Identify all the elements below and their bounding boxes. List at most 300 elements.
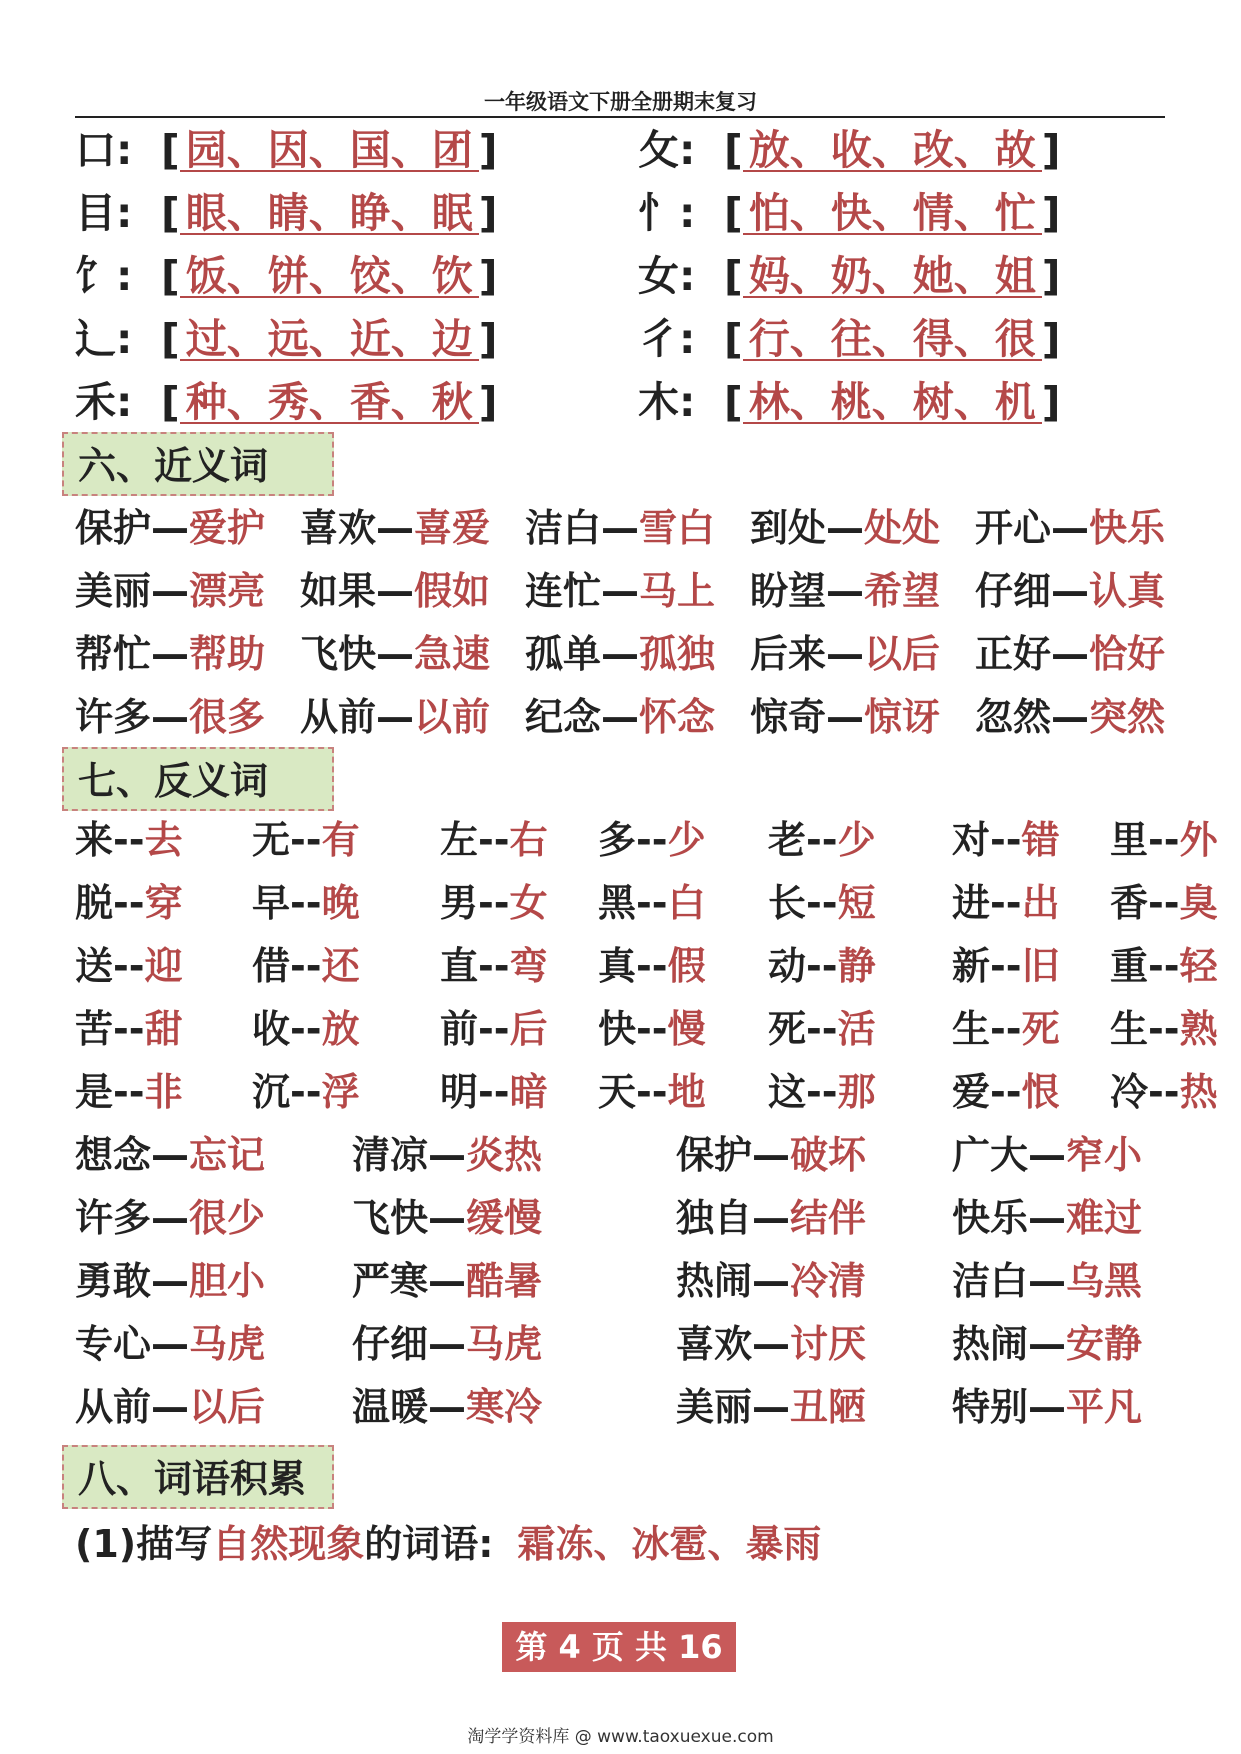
pair-word: 直	[440, 944, 479, 988]
word-pair	[352, 1253, 542, 1309]
pair-separator: —	[601, 569, 640, 613]
pair-word: 飞快	[300, 632, 377, 676]
pair-separator: --	[990, 1007, 1022, 1051]
pair-word: 生	[1110, 1007, 1149, 1051]
pair-word: 孤单	[525, 632, 602, 676]
word-pair	[598, 1064, 706, 1120]
word-pair	[252, 812, 360, 868]
pair-answer: 冷清	[790, 1259, 867, 1303]
pair-separator: —	[826, 695, 865, 739]
word-pair	[676, 1127, 866, 1183]
radical-label: 忄:	[638, 189, 696, 237]
word-pair	[300, 500, 490, 556]
word-pair	[768, 1001, 876, 1057]
pair-answer: 放	[321, 1007, 360, 1051]
word-pair	[975, 626, 1165, 682]
pair-separator: —	[376, 569, 415, 613]
pair-separator: —	[1028, 1322, 1067, 1366]
pair-word: 洁白	[952, 1259, 1029, 1303]
word-pair	[75, 1190, 265, 1246]
pair-separator: —	[376, 695, 415, 739]
pair-answer: 讨厌	[790, 1322, 867, 1366]
pair-separator: --	[478, 881, 510, 925]
accumulation-items: 霜冻、冰雹、暴雨	[517, 1522, 822, 1566]
pair-separator: —	[428, 1259, 467, 1303]
pair-word: 想念	[75, 1133, 152, 1177]
word-pair	[952, 1064, 1060, 1120]
pair-word: 早	[252, 881, 291, 925]
bracket-close: ]	[478, 315, 498, 363]
bracket-close: ]	[1041, 378, 1061, 426]
word-pair	[440, 875, 548, 931]
pair-answer: 晚	[321, 881, 360, 925]
pair-answer: 暗	[509, 1070, 548, 1114]
word-pair	[300, 626, 490, 682]
pair-word: 热闹	[676, 1259, 753, 1303]
word-pair	[75, 1253, 265, 1309]
word-pair	[768, 875, 876, 931]
word-pair	[352, 1379, 542, 1435]
word-pair	[352, 1190, 542, 1246]
radical-chars: 园、因、国、团	[180, 130, 479, 172]
pair-answer: 雪白	[639, 506, 716, 550]
pair-word: 多	[598, 818, 637, 862]
radical-label: 辶:	[75, 315, 133, 363]
pair-word: 真	[598, 944, 637, 988]
pair-answer: 平凡	[1066, 1385, 1143, 1429]
pair-separator: --	[290, 944, 322, 988]
word-pair	[75, 938, 183, 994]
pair-answer: 希望	[864, 569, 941, 613]
pair-separator: --	[636, 944, 668, 988]
pair-word: 脱	[75, 881, 114, 925]
word-pair	[598, 875, 706, 931]
pair-answer: 热	[1179, 1070, 1218, 1114]
radical-chars: 怕、快、情、忙	[743, 193, 1042, 235]
pair-word: 长	[768, 881, 807, 925]
pair-answer: 炎热	[466, 1133, 543, 1177]
radical-row	[638, 248, 1061, 304]
pair-separator: —	[151, 632, 190, 676]
word-pair	[252, 1064, 360, 1120]
pair-word: 新	[952, 944, 991, 988]
pair-word: 苦	[75, 1007, 114, 1051]
pair-answer: 缓慢	[466, 1196, 543, 1240]
bracket-open: [	[161, 189, 180, 237]
pair-word: 男	[440, 881, 479, 925]
pair-answer: 漂亮	[189, 569, 266, 613]
pair-separator: --	[478, 1070, 510, 1114]
pair-answer: 恰好	[1089, 632, 1166, 676]
pair-answer: 乌黑	[1066, 1259, 1143, 1303]
pair-word: 勇敢	[75, 1259, 152, 1303]
word-pair	[75, 1064, 183, 1120]
pair-answer: 处处	[864, 506, 941, 550]
pair-answer: 少	[667, 818, 706, 862]
pair-word: 里	[1110, 818, 1149, 862]
pair-separator: --	[113, 1070, 145, 1114]
radical-label: 饣:	[75, 252, 133, 300]
pair-word: 死	[768, 1007, 807, 1051]
pair-separator: —	[151, 1385, 190, 1429]
pair-separator: —	[1028, 1385, 1067, 1429]
radical-chars: 放、收、改、故	[743, 130, 1042, 172]
bracket-close: ]	[478, 126, 498, 174]
word-pair	[75, 563, 265, 619]
pair-answer: 安静	[1066, 1322, 1143, 1366]
word-pair	[300, 563, 490, 619]
word-pair	[252, 875, 360, 931]
pair-separator: —	[428, 1385, 467, 1429]
pair-separator: —	[1051, 506, 1090, 550]
pair-word: 热闹	[952, 1322, 1029, 1366]
radical-row	[75, 185, 498, 241]
pair-separator: --	[806, 818, 838, 862]
pair-word: 冷	[1110, 1070, 1149, 1114]
pair-answer: 很少	[189, 1196, 266, 1240]
pair-answer: 假	[667, 944, 706, 988]
section-heading-accumulation: 八、词语积累	[62, 1445, 334, 1509]
word-pair	[1110, 875, 1218, 931]
pair-answer: 有	[321, 818, 360, 862]
radical-label: 禾:	[75, 378, 133, 426]
pair-separator: --	[1148, 1070, 1180, 1114]
pair-word: 特别	[952, 1385, 1029, 1429]
pair-word: 沉	[252, 1070, 291, 1114]
word-pair	[75, 1127, 265, 1183]
pair-separator: --	[478, 818, 510, 862]
pair-word: 从前	[75, 1385, 152, 1429]
pair-word: 送	[75, 944, 114, 988]
word-pair	[676, 1379, 866, 1435]
pair-answer: 急速	[414, 632, 491, 676]
word-pair	[768, 938, 876, 994]
pair-word: 借	[252, 944, 291, 988]
pair-answer: 窄小	[1066, 1133, 1143, 1177]
pair-word: 美丽	[676, 1385, 753, 1429]
pair-answer: 熟	[1179, 1007, 1218, 1051]
pair-answer: 弯	[509, 944, 548, 988]
radical-row	[75, 248, 498, 304]
pair-answer: 帮助	[189, 632, 266, 676]
radical-chars: 妈、奶、她、姐	[743, 256, 1042, 298]
bracket-open: [	[724, 378, 743, 426]
pair-separator: --	[636, 881, 668, 925]
pair-word: 洁白	[525, 506, 602, 550]
pair-separator: —	[601, 632, 640, 676]
pair-word: 动	[768, 944, 807, 988]
word-pair	[75, 812, 183, 868]
pair-separator: --	[290, 1007, 322, 1051]
pair-word: 这	[768, 1070, 807, 1114]
pair-answer: 静	[837, 944, 876, 988]
word-pair	[952, 812, 1060, 868]
radical-chars: 行、往、得、很	[743, 319, 1042, 361]
header-divider	[75, 116, 1165, 118]
pair-separator: —	[151, 506, 190, 550]
pair-separator: --	[636, 1007, 668, 1051]
bracket-open: [	[724, 189, 743, 237]
pair-word: 香	[1110, 881, 1149, 925]
pair-answer: 穿	[144, 881, 183, 925]
pair-separator: —	[151, 1259, 190, 1303]
pair-separator: --	[990, 1070, 1022, 1114]
pair-word: 保护	[676, 1133, 753, 1177]
pair-separator: --	[806, 944, 838, 988]
accumulation-highlight: 自然现象	[212, 1522, 365, 1566]
bracket-open: [	[161, 315, 180, 363]
pair-word: 对	[952, 818, 991, 862]
bracket-close: ]	[1041, 126, 1061, 174]
bracket-open: [	[161, 252, 180, 300]
pair-answer: 喜爱	[414, 506, 491, 550]
pair-word: 老	[768, 818, 807, 862]
pair-separator: —	[752, 1385, 791, 1429]
word-pair	[75, 689, 265, 745]
word-pair	[1110, 812, 1218, 868]
pair-separator: —	[428, 1196, 467, 1240]
word-pair	[952, 1001, 1060, 1057]
pair-separator: —	[428, 1322, 467, 1366]
footer-site: 淘学学资料库 @ www.taoxuexue.com	[467, 1727, 774, 1747]
pair-separator: —	[752, 1259, 791, 1303]
pair-word: 正好	[975, 632, 1052, 676]
pair-word: 严寒	[352, 1259, 429, 1303]
radical-chars: 眼、睛、睁、眠	[180, 193, 479, 235]
pair-answer: 白	[667, 881, 706, 925]
word-pair	[525, 689, 715, 745]
pair-answer: 出	[1021, 881, 1060, 925]
pair-answer: 少	[837, 818, 876, 862]
pair-separator: —	[1028, 1133, 1067, 1177]
pair-word: 黑	[598, 881, 637, 925]
pair-answer: 女	[509, 881, 548, 925]
word-pair	[75, 875, 183, 931]
pair-word: 忽然	[975, 695, 1052, 739]
pair-answer: 快乐	[1089, 506, 1166, 550]
pair-word: 连忙	[525, 569, 602, 613]
word-pair	[352, 1316, 542, 1372]
pair-word: 许多	[75, 695, 152, 739]
pair-word: 重	[1110, 944, 1149, 988]
pair-separator: —	[826, 506, 865, 550]
bracket-close: ]	[1041, 189, 1061, 237]
pair-word: 喜欢	[300, 506, 377, 550]
pair-word: 后来	[750, 632, 827, 676]
word-pair	[1110, 1001, 1218, 1057]
pair-word: 快乐	[952, 1196, 1029, 1240]
pair-word: 快	[598, 1007, 637, 1051]
word-pair	[75, 1316, 265, 1372]
pair-answer: 去	[144, 818, 183, 862]
pair-word: 美丽	[75, 569, 152, 613]
pair-word: 广大	[952, 1133, 1029, 1177]
section-heading-synonyms: 六、近义词	[62, 432, 334, 496]
pair-separator: —	[428, 1133, 467, 1177]
pair-separator: —	[1051, 695, 1090, 739]
pair-answer: 地	[667, 1070, 706, 1114]
pair-answer: 以后	[864, 632, 941, 676]
word-pair	[440, 1064, 548, 1120]
radical-row	[638, 185, 1061, 241]
pair-answer: 甜	[144, 1007, 183, 1051]
pair-answer: 后	[509, 1007, 548, 1051]
word-pair	[75, 1379, 265, 1435]
word-pair	[952, 1253, 1142, 1309]
pair-word: 生	[952, 1007, 991, 1051]
pair-word: 许多	[75, 1196, 152, 1240]
pair-answer: 胆小	[189, 1259, 266, 1303]
radical-label: 攵:	[638, 126, 696, 174]
word-pair	[750, 500, 940, 556]
pair-word: 独自	[676, 1196, 753, 1240]
pair-separator: —	[1028, 1259, 1067, 1303]
pair-answer: 错	[1021, 818, 1060, 862]
pair-separator: —	[752, 1322, 791, 1366]
radical-chars: 饭、饼、饺、饮	[180, 256, 479, 298]
pair-word: 盼望	[750, 569, 827, 613]
pair-separator: —	[151, 569, 190, 613]
bracket-close: ]	[1041, 252, 1061, 300]
pair-word: 爱	[952, 1070, 991, 1114]
pair-word: 来	[75, 818, 114, 862]
radical-label: 目:	[75, 189, 133, 237]
radical-label: 彳:	[638, 315, 696, 363]
pair-separator: —	[826, 632, 865, 676]
pair-word: 开心	[975, 506, 1052, 550]
pair-separator: —	[376, 632, 415, 676]
pair-answer: 惊讶	[864, 695, 941, 739]
bracket-close: ]	[478, 378, 498, 426]
pair-answer: 非	[144, 1070, 183, 1114]
pair-separator: —	[151, 1133, 190, 1177]
pair-separator: --	[1148, 944, 1180, 988]
pair-separator: --	[1148, 818, 1180, 862]
word-pair	[75, 500, 265, 556]
word-pair	[676, 1253, 866, 1309]
pair-word: 仔细	[352, 1322, 429, 1366]
pair-word: 进	[952, 881, 991, 925]
word-pair	[952, 1316, 1142, 1372]
pair-answer: 结伴	[790, 1196, 867, 1240]
pair-separator: —	[151, 1322, 190, 1366]
pair-answer: 酷暑	[466, 1259, 543, 1303]
pair-separator: —	[752, 1196, 791, 1240]
radical-row	[75, 374, 498, 430]
pair-separator: --	[1148, 881, 1180, 925]
pair-word: 到处	[750, 506, 827, 550]
word-pair	[975, 500, 1165, 556]
pair-word: 惊奇	[750, 695, 827, 739]
word-pair	[252, 938, 360, 994]
pair-word: 帮忙	[75, 632, 152, 676]
word-pair	[768, 1064, 876, 1120]
word-pair	[975, 689, 1165, 745]
pair-separator: --	[478, 944, 510, 988]
bracket-close: ]	[478, 189, 498, 237]
pair-separator: --	[990, 881, 1022, 925]
document-title: 一年级语文下册全册期末复习	[484, 89, 757, 114]
pair-answer: 丑陋	[790, 1385, 867, 1429]
pair-separator: --	[636, 818, 668, 862]
pair-answer: 那	[837, 1070, 876, 1114]
pair-word: 从前	[300, 695, 377, 739]
accumulation-prefix: (1)描写	[75, 1522, 213, 1566]
pair-word: 纪念	[525, 695, 602, 739]
word-pair	[750, 689, 940, 745]
pair-separator: —	[826, 569, 865, 613]
radical-label: 口:	[75, 126, 133, 174]
pair-answer: 死	[1021, 1007, 1060, 1051]
pair-answer: 孤独	[639, 632, 716, 676]
pair-separator: --	[990, 944, 1022, 988]
pair-word: 飞快	[352, 1196, 429, 1240]
word-pair	[525, 500, 715, 556]
pair-separator: —	[151, 695, 190, 739]
accumulation-suffix: 的词语:	[364, 1522, 494, 1566]
radical-chars: 林、桃、树、机	[743, 382, 1042, 424]
pair-separator: —	[1028, 1196, 1067, 1240]
word-pair	[952, 938, 1060, 994]
radical-row	[638, 311, 1061, 367]
pair-word: 天	[598, 1070, 637, 1114]
pair-answer: 突然	[1089, 695, 1166, 739]
word-pair	[352, 1127, 542, 1183]
pair-separator: --	[636, 1070, 668, 1114]
pair-separator: —	[1051, 569, 1090, 613]
word-pair	[952, 1190, 1142, 1246]
pair-separator: —	[376, 506, 415, 550]
pair-word: 是	[75, 1070, 114, 1114]
pair-answer: 很多	[189, 695, 266, 739]
radical-row	[75, 311, 498, 367]
pair-answer: 还	[321, 944, 360, 988]
word-pair	[440, 938, 548, 994]
pair-separator: --	[290, 1070, 322, 1114]
pair-answer: 外	[1179, 818, 1218, 862]
pair-separator: --	[113, 944, 145, 988]
pair-word: 清凉	[352, 1133, 429, 1177]
word-pair	[525, 563, 715, 619]
word-pair	[525, 626, 715, 682]
word-pair	[440, 1001, 548, 1057]
pair-separator: --	[990, 818, 1022, 862]
pair-word: 前	[440, 1007, 479, 1051]
pair-word: 左	[440, 818, 479, 862]
bracket-open: [	[724, 126, 743, 174]
pair-answer: 忘记	[189, 1133, 266, 1177]
pair-separator: --	[290, 818, 322, 862]
pair-word: 明	[440, 1070, 479, 1114]
word-pair	[252, 1001, 360, 1057]
pair-word: 仔细	[975, 569, 1052, 613]
pair-answer: 浮	[321, 1070, 360, 1114]
word-pair	[952, 1379, 1142, 1435]
radical-label: 木:	[638, 378, 696, 426]
word-pair	[975, 563, 1165, 619]
word-pair	[676, 1190, 866, 1246]
pair-answer: 以前	[414, 695, 491, 739]
pair-answer: 难过	[1066, 1196, 1143, 1240]
bracket-close: ]	[478, 252, 498, 300]
pair-answer: 爱护	[189, 506, 266, 550]
word-pair	[598, 1001, 706, 1057]
pair-answer: 臭	[1179, 881, 1218, 925]
pair-separator: —	[752, 1133, 791, 1177]
pair-word: 收	[252, 1007, 291, 1051]
pair-separator: --	[290, 881, 322, 925]
pair-separator: —	[601, 506, 640, 550]
